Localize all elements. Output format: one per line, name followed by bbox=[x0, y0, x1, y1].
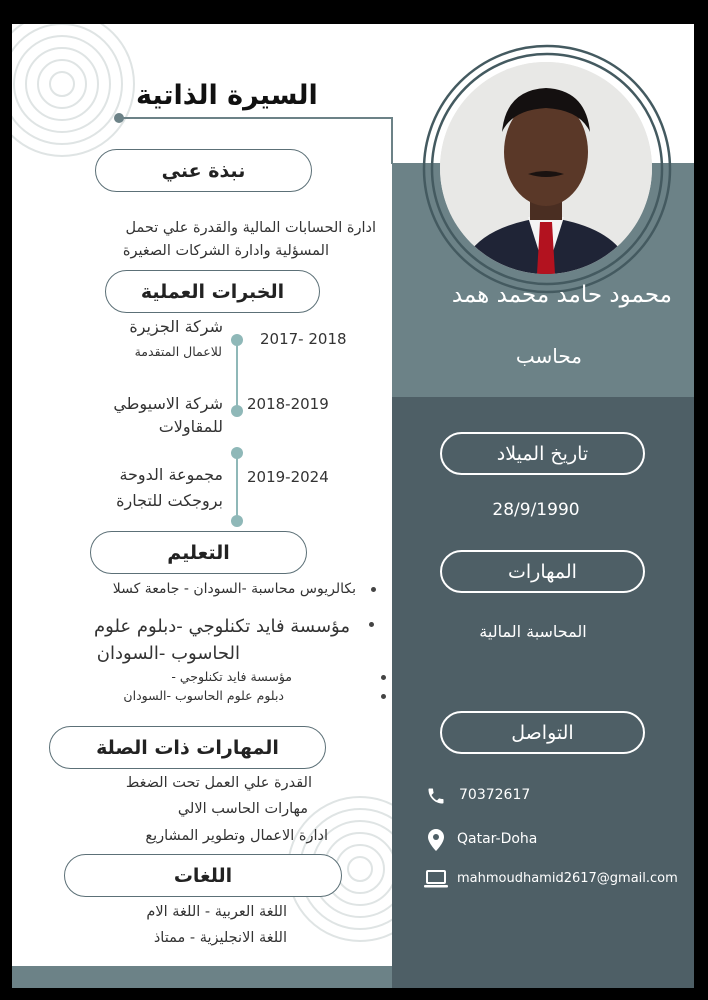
education-item-3: مؤسسة فايد تكنلوجي - bbox=[171, 669, 292, 684]
education-item-2-cont: الحاسوب -السودان bbox=[96, 643, 240, 664]
bullet bbox=[371, 587, 376, 592]
portrait-image bbox=[440, 62, 652, 274]
language-1: اللغة العربية - اللغة الام bbox=[146, 904, 287, 920]
experience-company-1-sub: للاعمال المتقدمة bbox=[134, 344, 222, 359]
bullet bbox=[381, 694, 386, 699]
timeline-line-2 bbox=[236, 452, 238, 522]
person-name: محمود حامد محمد همد bbox=[451, 282, 672, 308]
phone-icon bbox=[426, 786, 446, 806]
experience-heading: الخبرات العملية bbox=[105, 270, 320, 313]
experience-years-2: 2018-2019 bbox=[247, 395, 329, 413]
cv-page bbox=[12, 24, 694, 988]
experience-company-1: شركة الجزيرة bbox=[129, 317, 223, 336]
experience-years-3: 2019-2024 bbox=[247, 468, 329, 486]
experience-company-3: مجموعة الدوحة bbox=[119, 465, 223, 484]
about-line-1: ادارة الحسابات المالية والقدرة علي تحمل bbox=[125, 220, 376, 236]
experience-company-2: شركة الاسيوطي bbox=[113, 394, 223, 413]
contact-heading: التواصل bbox=[440, 711, 645, 754]
education-item-3-cont: دبلوم علوم الحاسوب -السودان bbox=[123, 688, 284, 703]
education-item-2: مؤسسة فايد تكنلوجي -دبلوم علوم bbox=[94, 616, 350, 637]
timeline-dot bbox=[231, 515, 243, 527]
timeline-dot bbox=[231, 447, 243, 459]
related-skill-2: مهارات الحاسب الالي bbox=[177, 801, 308, 817]
timeline-dot bbox=[231, 334, 243, 346]
education-heading: التعليم bbox=[90, 531, 307, 574]
education-item-1: بكالريوس محاسبة -السودان - جامعة كسلا bbox=[112, 581, 356, 597]
about-heading: نبذة عني bbox=[95, 149, 312, 192]
contact-phone[interactable]: 70372617 bbox=[459, 787, 531, 803]
language-2: اللغة الانجليزية - ممتاذ bbox=[153, 930, 287, 946]
related-skill-3: ادارة الاعمال وتطوير المشاريع bbox=[145, 828, 328, 844]
skills-heading: المهارات bbox=[440, 550, 645, 593]
bullet bbox=[381, 675, 386, 680]
about-line-2: المسؤلية وادارة الشركات الصغيرة bbox=[122, 243, 329, 259]
contact-location: Qatar-Doha bbox=[457, 831, 538, 847]
birth-date: 28/9/1990 bbox=[492, 500, 580, 520]
bullet bbox=[369, 622, 374, 627]
timeline-line-1 bbox=[236, 338, 238, 412]
related-skill-1: القدرة علي العمل تحت الضغط bbox=[125, 775, 312, 791]
bottom-bar bbox=[12, 966, 392, 988]
skills-item: المحاسبة المالية bbox=[479, 622, 587, 641]
experience-company-3-sub: بروجكت للتجارة bbox=[116, 491, 223, 510]
experience-years-1: 2017- 2018 bbox=[260, 330, 347, 348]
laptop-icon bbox=[424, 869, 448, 889]
related-skills-heading: المهارات ذات الصلة bbox=[49, 726, 326, 769]
sidebar-panel bbox=[392, 397, 694, 988]
avatar bbox=[440, 62, 652, 274]
languages-heading: اللغات bbox=[64, 854, 342, 897]
birth-heading: تاريخ الميلاد bbox=[440, 432, 645, 475]
timeline-dot bbox=[231, 405, 243, 417]
job-title: محاسب bbox=[515, 344, 582, 368]
experience-company-2-sub: للمقاولات bbox=[158, 417, 223, 436]
contact-email[interactable]: mahmoudhamid2617@gmail.com bbox=[457, 871, 678, 886]
location-icon bbox=[428, 829, 444, 851]
page-title: السيرة الذاتية bbox=[136, 80, 318, 111]
